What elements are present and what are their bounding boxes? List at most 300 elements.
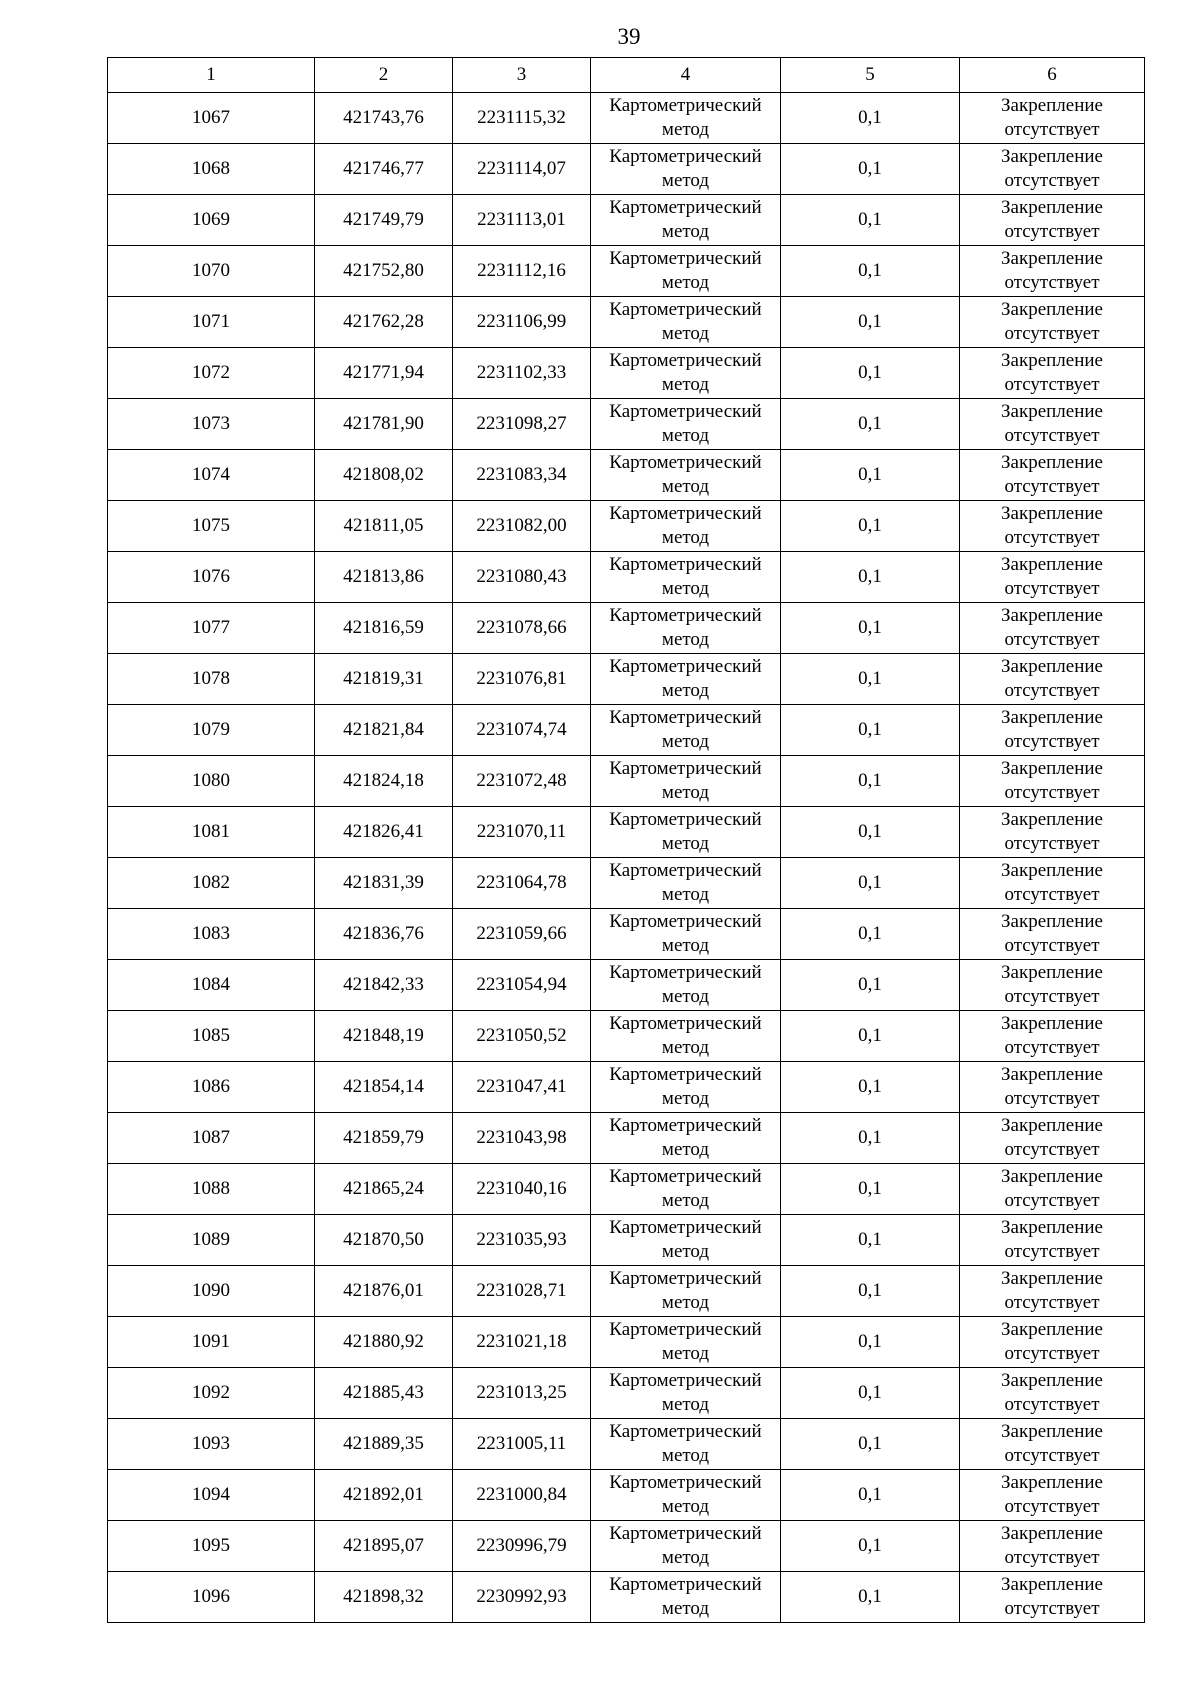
accuracy-cell: 0,1 (781, 1368, 960, 1419)
method-cell-line: Картометрический (609, 1574, 762, 1595)
fixation-cell-line: отсутствует (1004, 986, 1100, 1007)
method-cell (591, 1113, 781, 1164)
method-cell-line: Картометрический (609, 452, 762, 473)
fixation-cell-line: отсутствует (1004, 272, 1100, 293)
method-cell-line: Картометрический (609, 1268, 762, 1289)
point-number-cell: 1075 (108, 501, 315, 552)
fixation-cell (960, 1317, 1145, 1368)
method-cell-line: Картометрический (609, 605, 762, 626)
y-coordinate-cell: 2231114,07 (453, 144, 591, 195)
method-cell-line: метод (661, 527, 710, 548)
fixation-cell-line: Закрепление (1001, 1370, 1103, 1391)
fixation-cell (960, 858, 1145, 909)
accuracy-cell: 0,1 (781, 1062, 960, 1113)
fixation-cell-line: Закрепление (1001, 350, 1103, 371)
table-row (108, 399, 1145, 450)
method-cell (591, 93, 781, 144)
method-cell-line: Картометрический (609, 809, 762, 830)
x-coordinate-cell: 421749,79 (315, 195, 453, 246)
y-coordinate-cell: 2231021,18 (453, 1317, 591, 1368)
table-row (108, 348, 1145, 399)
x-coordinate-cell: 421746,77 (315, 144, 453, 195)
method-cell (591, 246, 781, 297)
accuracy-cell: 0,1 (781, 246, 960, 297)
table-row (108, 1470, 1145, 1521)
method-cell (591, 909, 781, 960)
accuracy-cell: 0,1 (781, 1266, 960, 1317)
fixation-cell (960, 399, 1145, 450)
accuracy-cell: 0,1 (781, 654, 960, 705)
method-cell-line: метод (661, 1394, 710, 1415)
fixation-cell-line: Закрепление (1001, 503, 1103, 524)
method-cell-line: Картометрический (609, 197, 762, 218)
method-cell (591, 501, 781, 552)
table-row (108, 1266, 1145, 1317)
fixation-cell-line: отсутствует (1004, 884, 1100, 905)
method-cell (591, 399, 781, 450)
x-coordinate-cell: 421781,90 (315, 399, 453, 450)
accuracy-cell: 0,1 (781, 144, 960, 195)
table-row (108, 909, 1145, 960)
point-number-cell: 1085 (108, 1011, 315, 1062)
x-coordinate-cell: 421808,02 (315, 450, 453, 501)
point-number-cell: 1088 (108, 1164, 315, 1215)
method-cell (591, 807, 781, 858)
x-coordinate-cell: 421870,50 (315, 1215, 453, 1266)
fixation-cell (960, 501, 1145, 552)
table-row (108, 1062, 1145, 1113)
fixation-cell-line: отсутствует (1004, 374, 1100, 395)
method-cell (591, 552, 781, 603)
point-number-cell: 1090 (108, 1266, 315, 1317)
x-coordinate-cell: 421771,94 (315, 348, 453, 399)
fixation-cell-line: отсутствует (1004, 527, 1100, 548)
column-header: 2 (315, 58, 453, 93)
fixation-cell-line: отсутствует (1004, 629, 1100, 650)
table-row (108, 195, 1145, 246)
fixation-cell (960, 1419, 1145, 1470)
accuracy-cell: 0,1 (781, 195, 960, 246)
fixation-cell (960, 654, 1145, 705)
method-cell-line: Картометрический (609, 1319, 762, 1340)
point-number-cell: 1073 (108, 399, 315, 450)
column-header: 6 (960, 58, 1145, 93)
method-cell (591, 348, 781, 399)
x-coordinate-cell: 421831,39 (315, 858, 453, 909)
x-coordinate-cell: 421876,01 (315, 1266, 453, 1317)
table-row (108, 807, 1145, 858)
fixation-cell (960, 297, 1145, 348)
point-number-cell: 1069 (108, 195, 315, 246)
fixation-cell (960, 1113, 1145, 1164)
accuracy-cell: 0,1 (781, 399, 960, 450)
fixation-cell-line: Закрепление (1001, 299, 1103, 320)
point-number-cell: 1091 (108, 1317, 315, 1368)
table-row (108, 603, 1145, 654)
y-coordinate-cell: 2231059,66 (453, 909, 591, 960)
accuracy-cell: 0,1 (781, 1113, 960, 1164)
method-cell-line: Картометрический (609, 350, 762, 371)
table-row (108, 501, 1145, 552)
accuracy-cell: 0,1 (781, 807, 960, 858)
fixation-cell-line: Закрепление (1001, 1523, 1103, 1544)
fixation-cell (960, 756, 1145, 807)
fixation-cell-line: отсутствует (1004, 1598, 1100, 1619)
y-coordinate-cell: 2231083,34 (453, 450, 591, 501)
method-cell-line: Картометрический (609, 1523, 762, 1544)
fixation-cell-line: отсутствует (1004, 833, 1100, 854)
fixation-cell-line: Закрепление (1001, 1115, 1103, 1136)
accuracy-cell: 0,1 (781, 960, 960, 1011)
method-cell-line: метод (661, 1292, 710, 1313)
method-cell (591, 705, 781, 756)
accuracy-cell: 0,1 (781, 348, 960, 399)
y-coordinate-cell: 2231035,93 (453, 1215, 591, 1266)
point-number-cell: 1080 (108, 756, 315, 807)
method-cell (591, 1470, 781, 1521)
accuracy-cell: 0,1 (781, 552, 960, 603)
method-cell (591, 1368, 781, 1419)
table-row (108, 1521, 1145, 1572)
point-number-cell: 1095 (108, 1521, 315, 1572)
accuracy-cell: 0,1 (781, 705, 960, 756)
fixation-cell-line: Закрепление (1001, 1574, 1103, 1595)
x-coordinate-cell: 421842,33 (315, 960, 453, 1011)
table-row (108, 858, 1145, 909)
method-cell (591, 654, 781, 705)
accuracy-cell: 0,1 (781, 93, 960, 144)
fixation-cell-line: Закрепление (1001, 401, 1103, 422)
fixation-cell-line: Закрепление (1001, 1217, 1103, 1238)
fixation-cell-line: Закрепление (1001, 809, 1103, 830)
y-coordinate-cell: 2231013,25 (453, 1368, 591, 1419)
method-cell-line: Картометрический (609, 554, 762, 575)
point-number-cell: 1082 (108, 858, 315, 909)
method-cell-line: Картометрический (609, 248, 762, 269)
fixation-cell-line: Закрепление (1001, 452, 1103, 473)
accuracy-cell: 0,1 (781, 1164, 960, 1215)
fixation-cell-line: Закрепление (1001, 1013, 1103, 1034)
x-coordinate-cell: 421880,92 (315, 1317, 453, 1368)
method-cell-line: метод (661, 425, 710, 446)
method-cell-line: Картометрический (609, 1370, 762, 1391)
fixation-cell-line: отсутствует (1004, 731, 1100, 752)
fixation-cell (960, 1572, 1145, 1623)
table-row (108, 1572, 1145, 1623)
method-cell-line: Картометрический (609, 758, 762, 779)
method-cell-line: Картометрический (609, 1472, 762, 1493)
fixation-cell-line: отсутствует (1004, 1190, 1100, 1211)
method-cell-line: метод (661, 119, 710, 140)
fixation-cell (960, 1011, 1145, 1062)
table-row (108, 144, 1145, 195)
fixation-cell-line: Закрепление (1001, 197, 1103, 218)
fixation-cell-line: отсутствует (1004, 323, 1100, 344)
method-cell-line: Картометрический (609, 656, 762, 677)
column-header: 1 (108, 58, 315, 93)
method-cell-line: Картометрический (609, 1013, 762, 1034)
method-cell-line: метод (661, 680, 710, 701)
fixation-cell-line: Закрепление (1001, 656, 1103, 677)
fixation-cell-line: Закрепление (1001, 1319, 1103, 1340)
method-cell-line: метод (661, 272, 710, 293)
method-cell (591, 960, 781, 1011)
fixation-cell (960, 960, 1145, 1011)
y-coordinate-cell: 2231082,00 (453, 501, 591, 552)
y-coordinate-cell: 2231112,16 (453, 246, 591, 297)
table-row (108, 93, 1145, 144)
x-coordinate-cell: 421854,14 (315, 1062, 453, 1113)
y-coordinate-cell: 2231106,99 (453, 297, 591, 348)
fixation-cell (960, 1164, 1145, 1215)
method-cell-line: метод (661, 1547, 710, 1568)
method-cell-line: метод (661, 782, 710, 803)
point-number-cell: 1086 (108, 1062, 315, 1113)
method-cell-line: Картометрический (609, 860, 762, 881)
table-row (108, 705, 1145, 756)
table-row (108, 1419, 1145, 1470)
method-cell-line: Картометрический (609, 962, 762, 983)
fixation-cell (960, 1368, 1145, 1419)
fixation-cell (960, 1470, 1145, 1521)
point-number-cell: 1076 (108, 552, 315, 603)
x-coordinate-cell: 421892,01 (315, 1470, 453, 1521)
fixation-cell (960, 807, 1145, 858)
fixation-cell-line: Закрепление (1001, 146, 1103, 167)
y-coordinate-cell: 2231078,66 (453, 603, 591, 654)
y-coordinate-cell: 2231005,11 (453, 1419, 591, 1470)
fixation-cell (960, 705, 1145, 756)
method-cell-line: метод (661, 578, 710, 599)
method-cell (591, 450, 781, 501)
x-coordinate-cell: 421816,59 (315, 603, 453, 654)
method-cell (591, 756, 781, 807)
y-coordinate-cell: 2231074,74 (453, 705, 591, 756)
table-row (108, 960, 1145, 1011)
table-row (108, 450, 1145, 501)
fixation-cell-line: Закрепление (1001, 1268, 1103, 1289)
point-number-cell: 1092 (108, 1368, 315, 1419)
method-cell (591, 144, 781, 195)
method-cell (591, 1317, 781, 1368)
y-coordinate-cell: 2231043,98 (453, 1113, 591, 1164)
method-cell-line: Картометрический (609, 95, 762, 116)
fixation-cell (960, 1266, 1145, 1317)
method-cell-line: Картометрический (609, 503, 762, 524)
fixation-cell-line: отсутствует (1004, 221, 1100, 242)
x-coordinate-cell: 421826,41 (315, 807, 453, 858)
method-cell-line: метод (661, 986, 710, 1007)
fixation-cell-line: отсутствует (1004, 476, 1100, 497)
fixation-cell-line: Закрепление (1001, 1421, 1103, 1442)
fixation-cell-line: отсутствует (1004, 935, 1100, 956)
method-cell (591, 297, 781, 348)
fixation-cell-line: отсутствует (1004, 1496, 1100, 1517)
method-cell-line: Картометрический (609, 146, 762, 167)
fixation-cell (960, 93, 1145, 144)
fixation-cell-line: отсутствует (1004, 425, 1100, 446)
method-cell (591, 1419, 781, 1470)
y-coordinate-cell: 2231080,43 (453, 552, 591, 603)
y-coordinate-cell: 2231054,94 (453, 960, 591, 1011)
method-cell-line: метод (661, 1190, 710, 1211)
accuracy-cell: 0,1 (781, 1521, 960, 1572)
method-cell (591, 603, 781, 654)
fixation-cell-line: Закрепление (1001, 1064, 1103, 1085)
point-number-cell: 1077 (108, 603, 315, 654)
y-coordinate-cell: 2230996,79 (453, 1521, 591, 1572)
fixation-cell (960, 1062, 1145, 1113)
point-number-cell: 1070 (108, 246, 315, 297)
point-number-cell: 1083 (108, 909, 315, 960)
y-coordinate-cell: 2231028,71 (453, 1266, 591, 1317)
fixation-cell-line: отсутствует (1004, 1139, 1100, 1160)
method-cell-line: Картометрический (609, 299, 762, 320)
fixation-cell-line: Закрепление (1001, 605, 1103, 626)
table-row (108, 1011, 1145, 1062)
y-coordinate-cell: 2231098,27 (453, 399, 591, 450)
method-cell-line: метод (661, 833, 710, 854)
fixation-cell-line: Закрепление (1001, 911, 1103, 932)
method-cell-line: Картометрический (609, 1064, 762, 1085)
point-number-cell: 1094 (108, 1470, 315, 1521)
method-cell (591, 1521, 781, 1572)
table-header (108, 58, 1145, 93)
fixation-cell-line: отсутствует (1004, 1037, 1100, 1058)
method-cell-line: Картометрический (609, 1421, 762, 1442)
method-cell-line: метод (661, 1139, 710, 1160)
method-cell (591, 195, 781, 246)
method-cell (591, 1062, 781, 1113)
method-cell-line: Картометрический (609, 1217, 762, 1238)
fixation-cell (960, 552, 1145, 603)
x-coordinate-cell: 421848,19 (315, 1011, 453, 1062)
point-number-cell: 1068 (108, 144, 315, 195)
x-coordinate-cell: 421762,28 (315, 297, 453, 348)
method-cell (591, 1164, 781, 1215)
fixation-cell (960, 246, 1145, 297)
x-coordinate-cell: 421898,32 (315, 1572, 453, 1623)
fixation-cell (960, 144, 1145, 195)
header-row (108, 58, 1145, 93)
fixation-cell (960, 348, 1145, 399)
point-number-cell: 1079 (108, 705, 315, 756)
page-number: 39 (617, 24, 641, 49)
fixation-cell-line: Закрепление (1001, 962, 1103, 983)
accuracy-cell: 0,1 (781, 1215, 960, 1266)
x-coordinate-cell: 421813,86 (315, 552, 453, 603)
y-coordinate-cell: 2231072,48 (453, 756, 591, 807)
accuracy-cell: 0,1 (781, 1572, 960, 1623)
x-coordinate-cell: 421752,80 (315, 246, 453, 297)
method-cell (591, 858, 781, 909)
method-cell-line: Картометрический (609, 911, 762, 932)
method-cell-line: метод (661, 731, 710, 752)
point-number-cell: 1067 (108, 93, 315, 144)
fixation-cell-line: Закрепление (1001, 707, 1103, 728)
column-header: 5 (781, 58, 960, 93)
point-number-cell: 1084 (108, 960, 315, 1011)
accuracy-cell: 0,1 (781, 1011, 960, 1062)
y-coordinate-cell: 2231115,32 (453, 93, 591, 144)
point-number-cell: 1093 (108, 1419, 315, 1470)
x-coordinate-cell: 421865,24 (315, 1164, 453, 1215)
table-row (108, 1113, 1145, 1164)
fixation-cell (960, 603, 1145, 654)
method-cell (591, 1572, 781, 1623)
y-coordinate-cell: 2231076,81 (453, 654, 591, 705)
x-coordinate-cell: 421821,84 (315, 705, 453, 756)
point-number-cell: 1072 (108, 348, 315, 399)
fixation-cell-line: отсутствует (1004, 170, 1100, 191)
method-cell-line: метод (661, 629, 710, 650)
fixation-cell-line: Закрепление (1001, 1472, 1103, 1493)
y-coordinate-cell: 2230992,93 (453, 1572, 591, 1623)
accuracy-cell: 0,1 (781, 297, 960, 348)
accuracy-cell: 0,1 (781, 501, 960, 552)
method-cell-line: метод (661, 221, 710, 242)
x-coordinate-cell: 421889,35 (315, 1419, 453, 1470)
x-coordinate-cell: 421895,07 (315, 1521, 453, 1572)
fixation-cell-line: Закрепление (1001, 1166, 1103, 1187)
table-row (108, 1368, 1145, 1419)
fixation-cell (960, 1215, 1145, 1266)
x-coordinate-cell: 421811,05 (315, 501, 453, 552)
fixation-cell-line: отсутствует (1004, 680, 1100, 701)
accuracy-cell: 0,1 (781, 603, 960, 654)
method-cell-line: метод (661, 1037, 710, 1058)
method-cell (591, 1215, 781, 1266)
fixation-cell (960, 195, 1145, 246)
method-cell-line: метод (661, 374, 710, 395)
column-header: 4 (591, 58, 781, 93)
method-cell-line: Картометрический (609, 1115, 762, 1136)
fixation-cell-line: отсутствует (1004, 1394, 1100, 1415)
table-row (108, 654, 1145, 705)
y-coordinate-cell: 2231102,33 (453, 348, 591, 399)
fixation-cell-line: отсутствует (1004, 1088, 1100, 1109)
fixation-cell-line: отсутствует (1004, 782, 1100, 803)
fixation-cell-line: Закрепление (1001, 554, 1103, 575)
fixation-cell-line: отсутствует (1004, 1292, 1100, 1313)
table-row (108, 1317, 1145, 1368)
method-cell-line: метод (661, 1088, 710, 1109)
accuracy-cell: 0,1 (781, 450, 960, 501)
fixation-cell-line: Закрепление (1001, 758, 1103, 779)
point-number-cell: 1081 (108, 807, 315, 858)
x-coordinate-cell: 421836,76 (315, 909, 453, 960)
point-number-cell: 1074 (108, 450, 315, 501)
x-coordinate-cell: 421743,76 (315, 93, 453, 144)
fixation-cell-line: Закрепление (1001, 860, 1103, 881)
table-row (108, 246, 1145, 297)
method-cell-line: метод (661, 1445, 710, 1466)
point-number-cell: 1096 (108, 1572, 315, 1623)
x-coordinate-cell: 421819,31 (315, 654, 453, 705)
x-coordinate-cell: 421859,79 (315, 1113, 453, 1164)
method-cell-line: Картометрический (609, 707, 762, 728)
fixation-cell-line: Закрепление (1001, 95, 1103, 116)
method-cell-line: Картометрический (609, 401, 762, 422)
y-coordinate-cell: 2231113,01 (453, 195, 591, 246)
point-number-cell: 1071 (108, 297, 315, 348)
table-row (108, 1215, 1145, 1266)
method-cell-line: метод (661, 323, 710, 344)
y-coordinate-cell: 2231047,41 (453, 1062, 591, 1113)
fixation-cell-line: отсутствует (1004, 1343, 1100, 1364)
fixation-cell (960, 909, 1145, 960)
accuracy-cell: 0,1 (781, 1470, 960, 1521)
